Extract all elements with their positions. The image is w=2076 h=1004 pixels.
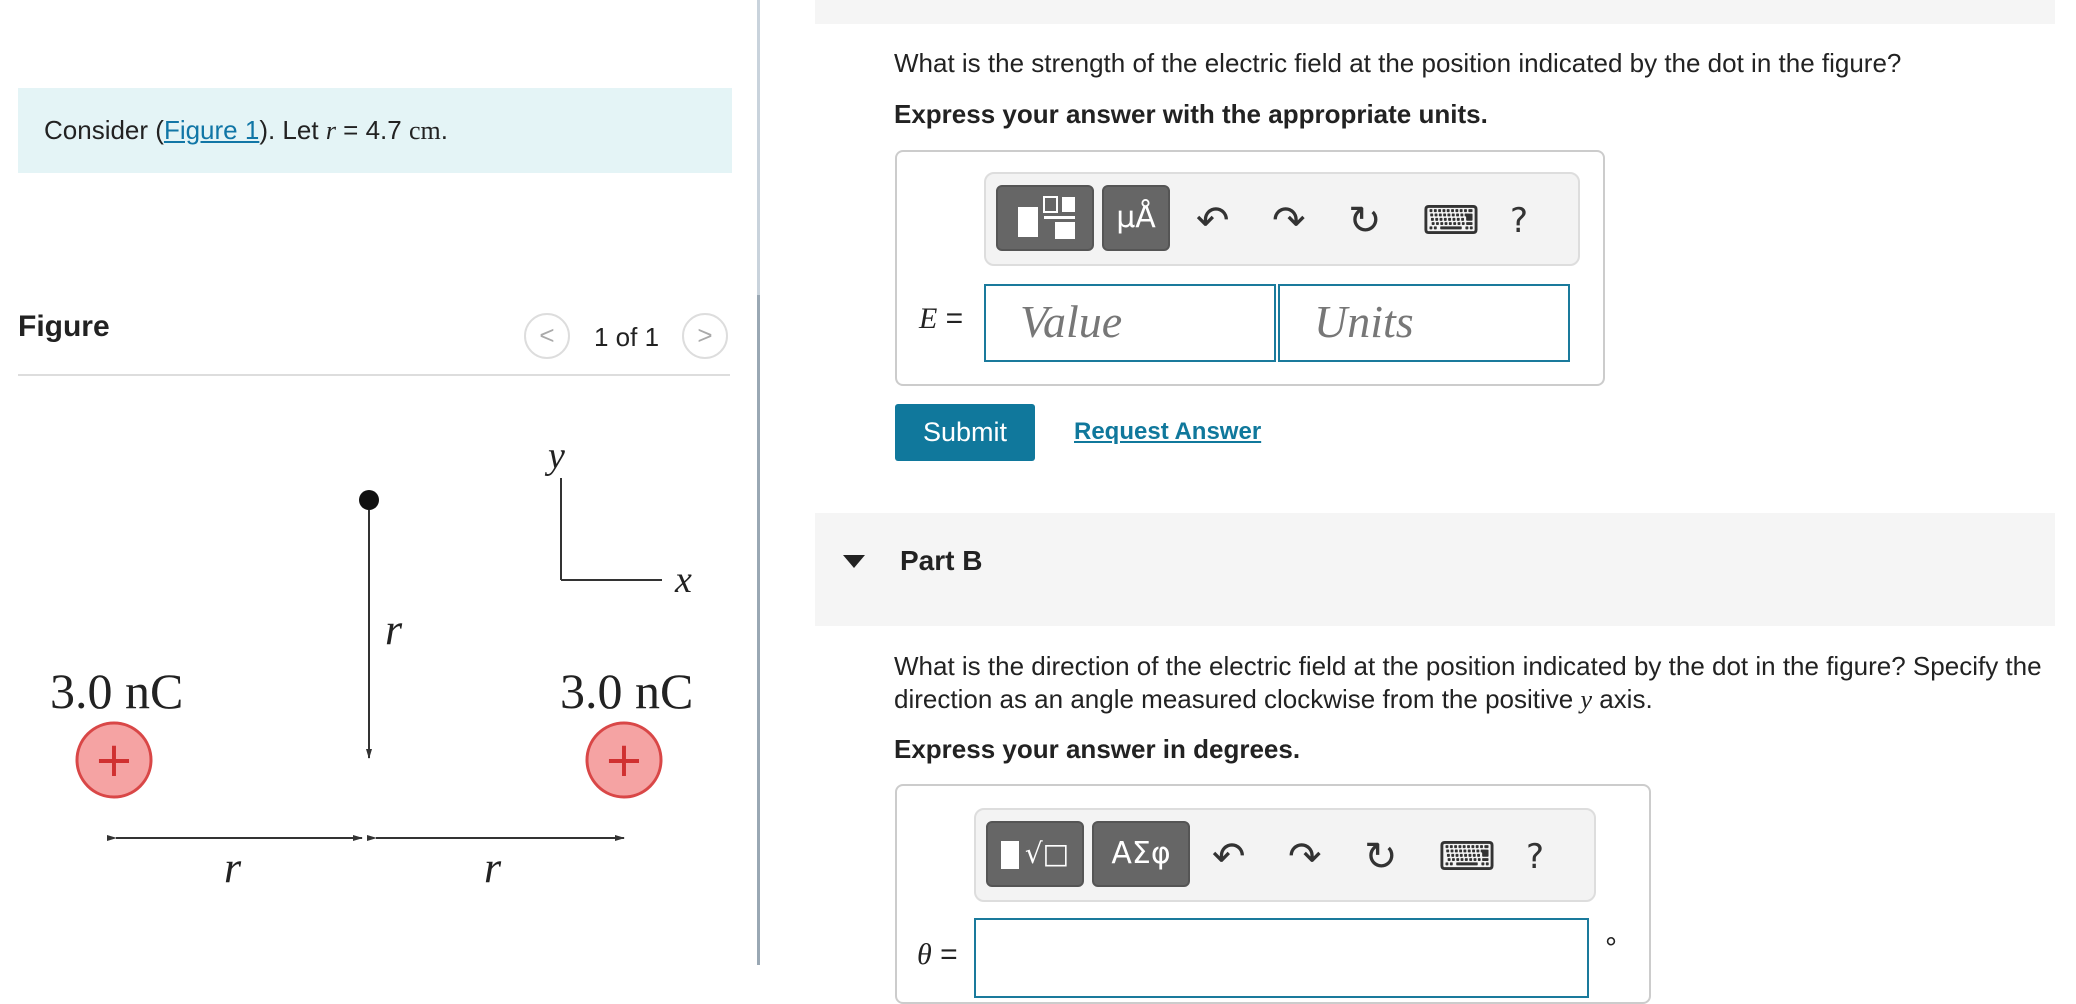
part-b-instruction: Express your answer in degrees. bbox=[894, 734, 1301, 764]
r-variable: r bbox=[325, 116, 336, 145]
figure-title: Figure bbox=[18, 310, 110, 343]
templates-button[interactable] bbox=[996, 185, 1094, 251]
reset-icon[interactable]: ↻ bbox=[1364, 834, 1398, 880]
figure-divider bbox=[18, 374, 730, 376]
intro-text: . bbox=[440, 115, 448, 145]
figure-link[interactable]: Figure 1 bbox=[163, 115, 260, 145]
r-label-right: r bbox=[484, 843, 502, 892]
plus-icon: + bbox=[93, 732, 135, 788]
templates-icon bbox=[1010, 193, 1080, 243]
unit-text: cm bbox=[408, 116, 441, 145]
help-icon[interactable]: ? bbox=[1526, 837, 1545, 877]
keyboard-icon[interactable]: ⌨ bbox=[1422, 198, 1480, 244]
undo-icon[interactable]: ↶ bbox=[1196, 198, 1230, 244]
theta-label bbox=[917, 938, 958, 972]
reset-icon[interactable]: ↻ bbox=[1348, 198, 1382, 244]
problem-intro bbox=[18, 88, 732, 173]
greek-symbols-button[interactable]: ΑΣφ bbox=[1092, 821, 1190, 887]
units-input[interactable]: Units bbox=[1278, 284, 1570, 362]
next-figure-button[interactable] bbox=[682, 313, 728, 359]
y-axis-label: y bbox=[548, 435, 565, 477]
y-variable: y bbox=[1580, 685, 1592, 714]
part-a-toolbar bbox=[984, 172, 1580, 266]
part-a-question: What is the strength of the electric field at the position indicated by the dot in the figure? bbox=[894, 48, 1902, 78]
collapse-triangle-icon[interactable] bbox=[843, 555, 865, 568]
help-icon[interactable]: ? bbox=[1510, 201, 1529, 241]
submit-button[interactable]: Submit bbox=[895, 404, 1035, 461]
part-b-question bbox=[894, 650, 2042, 716]
right-charge-label: 3.0 nC bbox=[560, 663, 694, 719]
part-a-header-band bbox=[815, 0, 2055, 24]
chevron-left-icon: < bbox=[539, 320, 555, 350]
x-axis-label: x bbox=[675, 559, 692, 601]
keyboard-icon[interactable]: ⌨ bbox=[1438, 834, 1496, 880]
right-charge bbox=[587, 723, 661, 797]
equals-sign: = bbox=[940, 938, 958, 971]
intro-text: = 4.7 bbox=[335, 115, 409, 145]
intro-text: ). Let bbox=[259, 115, 326, 145]
r-label-vertical: r bbox=[385, 605, 403, 654]
theta-variable: θ bbox=[917, 938, 932, 971]
question-text: axis. bbox=[1592, 684, 1653, 714]
r-label-left: r bbox=[224, 843, 242, 892]
part-b-question-line1: What is the direction of the electric field at the position indicated by the dot in the figure? Specify the bbox=[894, 651, 2042, 681]
question-text: direction as an angle measured clockwise from the positive bbox=[894, 684, 1581, 714]
intro-text: Consider ( bbox=[44, 115, 164, 145]
redo-icon[interactable]: ↷ bbox=[1272, 198, 1306, 244]
value-input[interactable]: Value bbox=[984, 284, 1276, 362]
prev-figure-button[interactable] bbox=[524, 313, 570, 359]
units-symbol-button[interactable]: μÅ bbox=[1102, 185, 1170, 251]
field-point-dot bbox=[359, 490, 379, 510]
redo-icon[interactable]: ↷ bbox=[1288, 834, 1322, 880]
templates-button[interactable] bbox=[986, 821, 1084, 887]
part-a-instruction: Express your answer with the appropriate units. bbox=[894, 99, 1488, 129]
plus-icon: + bbox=[603, 732, 645, 788]
part-b-header[interactable] bbox=[815, 513, 2055, 626]
left-charge bbox=[77, 723, 151, 797]
chevron-right-icon: > bbox=[697, 320, 713, 350]
e-label bbox=[919, 302, 963, 336]
e-variable: E bbox=[919, 302, 938, 335]
part-b-question-line2 bbox=[894, 683, 2042, 716]
request-answer-link[interactable]: Request Answer bbox=[1074, 418, 1262, 445]
figure-pager: 1 of 1 bbox=[594, 322, 660, 352]
left-charge-label: 3.0 nC bbox=[50, 663, 184, 719]
part-b-answer-box bbox=[895, 784, 1651, 1004]
part-b-toolbar bbox=[974, 808, 1596, 902]
part-a-answer-box bbox=[895, 150, 1605, 386]
part-b-label: Part B bbox=[900, 545, 983, 576]
radical-icon: √□ bbox=[1024, 837, 1070, 870]
equals-sign: = bbox=[945, 302, 964, 335]
figure-diagram bbox=[0, 380, 740, 920]
degree-unit: ° bbox=[1605, 932, 1617, 965]
left-panel bbox=[0, 0, 760, 980]
angle-input[interactable] bbox=[974, 918, 1589, 998]
scrollbar-track[interactable] bbox=[757, 295, 760, 965]
undo-icon[interactable]: ↶ bbox=[1212, 834, 1246, 880]
